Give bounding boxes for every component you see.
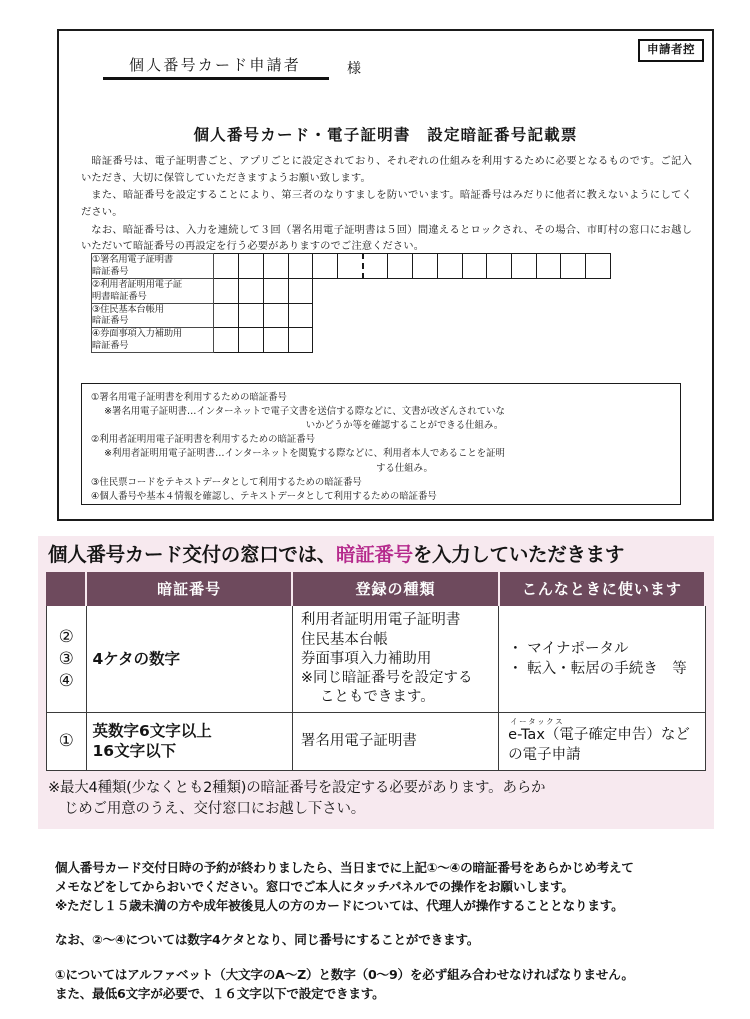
pin-input-cell[interactable] [561,254,586,279]
usage-row-registration: 署名用電子証明書 [292,713,498,771]
usage-section [38,536,714,829]
intro-paragraph-2: また、暗証番号を設定することにより、第三者のなりすましを防いでいます。暗証番号はみだりに他者に教えないようにしてください。 [81,189,692,219]
intro-paragraph-1: 暗証番号は、電子証明書ごと、アプリごとに設定されており、それぞれの仕組みを利用するために必要となるものです。ご記入いただき、大切に保管していただきますようお願い致します。 [81,155,692,184]
usage-row-numbers: ② ③ ④ [47,606,87,713]
pin-note-1: ①署名用電子証明書を利用するための暗証番号 [91,392,287,403]
pin-input-cell[interactable] [487,254,512,279]
pin-empty-spacer [437,303,462,328]
applicant-honorific: 様 [347,61,361,77]
bottom-p3-line1: ①についてはアルファベット（大文字のA～Z）と数字（0～9）を必ず組み合わせなければなりません。 [55,966,634,982]
pin-empty-spacer [388,328,413,353]
pin-empty-spacer [586,303,611,328]
usage-header-number [47,573,87,606]
pin-note-3: ③住民票コードをテキストデータとして利用するための暗証番号 [91,476,362,488]
pin-empty-spacer [388,303,413,328]
pin-input-cell[interactable] [462,254,487,279]
pin-empty-spacer [536,328,561,353]
pin-input-cell[interactable] [511,254,536,279]
pin-row [92,254,611,279]
pin-input-cell[interactable] [214,278,239,303]
pin-input-cell[interactable] [239,278,264,303]
usage-table [46,572,706,771]
pin-input-cell[interactable] [363,254,388,279]
pin-entry-table-wrapper [91,253,611,353]
pin-empty-spacer [437,278,462,303]
pin-row [92,278,611,303]
pin-empty-spacer [313,278,338,303]
pin-input-cell[interactable] [239,254,264,279]
pin-empty-spacer [413,303,438,328]
pin-input-cell[interactable] [263,328,288,353]
pin-empty-spacer [363,328,388,353]
usage-table-row [47,606,706,713]
pin-empty-spacer [511,303,536,328]
pin-input-cell[interactable] [239,303,264,328]
pin-input-cell[interactable] [263,254,288,279]
pin-empty-spacer [487,328,512,353]
usage-note-line-1: ※最大4種類(少なくとも2種類)の暗証番号を設定する必要があります。あらか [48,780,546,797]
pin-input-cell[interactable] [288,303,313,328]
pin-input-cell[interactable] [288,328,313,353]
pin-input-cell[interactable] [239,328,264,353]
pin-empty-spacer [487,303,512,328]
pin-input-cell[interactable] [413,254,438,279]
pin-empty-spacer [337,278,362,303]
pin-empty-spacer [487,278,512,303]
pin-empty-spacer [462,278,487,303]
pin-empty-spacer [586,278,611,303]
usage-row-when-used: イータックス e-Tax（電子確定申告）など の電子申請 [499,713,705,771]
application-form-card [57,29,714,521]
pin-input-cell[interactable] [214,303,239,328]
bottom-p1-line1: 個人番号カード交付日時の予約が終わりましたら、当日までに上記①～④の暗証番号をあらかじめ考えて [55,860,634,875]
pin-input-cell[interactable] [288,278,313,303]
pin-empty-spacer [536,303,561,328]
pin-empty-spacer [337,328,362,353]
usage-header-row [47,573,706,606]
pin-row-label: ④券面事項入力補助用 暗証番号 [92,328,214,353]
applicant-name-field[interactable]: 個人番号カード申請者 [103,54,329,80]
pin-empty-spacer [313,303,338,328]
usage-row-pin-type: 4ケタの数字 [86,606,292,713]
pin-empty-spacer [561,328,586,353]
pin-empty-spacer [363,278,388,303]
etax-ruby-annotation: イータックス [510,717,565,727]
intro-paragraphs [81,153,692,256]
usage-header-registration: 登録の種類 [292,573,498,606]
pin-empty-spacer [511,278,536,303]
bottom-instructions [55,858,727,1003]
document-title: 個人番号カード・電子証明書 設定暗証番号記載票 [193,126,578,144]
pin-row [92,303,611,328]
usage-header-pin-type: 暗証番号 [86,573,292,606]
pin-empty-spacer [462,303,487,328]
pin-empty-spacer [413,328,438,353]
pin-input-cell[interactable] [288,254,313,279]
usage-heading-suffix: を入力していただきます [412,543,625,566]
pin-empty-spacer [561,303,586,328]
applicant-copy-stamp: 申請者控 [638,39,704,62]
pin-input-cell[interactable] [437,254,462,279]
usage-heading [48,544,706,566]
pin-input-cell[interactable] [586,254,611,279]
usage-note-line-2: じめご用意のうえ、交付窓口にお越し下さい。 [63,800,366,817]
bottom-spacer-1 [55,915,727,930]
pin-input-cell[interactable] [263,303,288,328]
bottom-spacer-2 [55,950,727,965]
applicant-name-line [103,54,361,80]
pin-input-cell[interactable] [313,254,338,279]
bottom-p2: なお、②～④については数字4ケタとなり、同じ番号にすることができます。 [55,932,480,948]
pin-entry-table [91,253,611,353]
pin-empty-spacer [337,303,362,328]
pin-note-1-sub2: いかどうか等を確認することができる仕組み。 [305,420,504,432]
usage-table-body [47,606,706,771]
usage-heading-highlight: 暗証番号 [336,543,413,566]
pin-input-cell[interactable] [536,254,561,279]
pin-empty-spacer [313,328,338,353]
pin-input-cell[interactable] [214,254,239,279]
pin-note-2-sub: ※利用者証明用電子証明書…インターネットを閲覧する際などに、利用者本人であることを証明 [104,448,505,460]
usage-row-numbers: ① [47,713,87,771]
bottom-p1-line2: メモなどをしてからおいでください。窓口でご本人にタッチパネルでの操作をお願いします。 [55,879,574,895]
pin-empty-spacer [462,328,487,353]
pin-empty-spacer [561,278,586,303]
usage-table-row [47,713,706,771]
usage-header-when-used: こんなときに使います [499,573,705,606]
pin-note-2-sub2: する仕組み。 [376,462,433,474]
usage-note [48,778,704,819]
pin-empty-spacer [586,328,611,353]
usage-row-pin-type: 英数字6文字以上 16文字以下 [86,713,292,771]
usage-row-when-used: ・ マイナポータル ・ 転入・転居の手続き 等 [499,606,705,713]
pin-input-cell[interactable] [388,254,413,279]
pin-empty-spacer [413,278,438,303]
usage-table-head [47,573,706,606]
pin-row-label: ③住民基本台帳用 暗証番号 [92,303,214,328]
bottom-p3-line2: また、最低6文字が必要で、１６文字以下で設定できます。 [55,985,385,1001]
usage-row-registration: 利用者証明用電子証明書 住民基本台帳 券面事項入力補助用 ※同じ暗証番号を設定する こともできます。 [292,606,498,713]
bottom-p1-line3: ※ただし１５歳未満の方や成年被後見人の方のカードについては、代理人が操作することとなります。 [55,898,624,914]
pin-input-cell[interactable] [337,254,362,279]
pin-empty-spacer [388,278,413,303]
intro-paragraph-3: なお、暗証番号は、入力を連続して３回（署名用電子証明書は５回）間違えるとロックされ、その場合、市町村の窓口にお越しいただいて暗証番号の再設定を行う必要がありますのでご注意ください。 [81,223,692,253]
pin-explanation-box [81,383,681,505]
pin-note-4: ④個人番号や基本４情報を確認し、テキストデータとして利用するための暗証番号 [91,490,437,502]
pin-note-2: ②利用者証明用電子証明書を利用するための暗証番号 [91,434,316,446]
pin-input-cell[interactable] [263,278,288,303]
pin-row-label: ①署名用電子証明書 暗証番号 [92,254,214,279]
pin-empty-spacer [437,328,462,353]
pin-row [92,328,611,353]
pin-empty-spacer [511,328,536,353]
pin-empty-spacer [536,278,561,303]
pin-note-1-sub: ※署名用電子証明書…インターネットで電子文書を送信する際などに、文書が改ざんされていな [104,406,505,418]
pin-row-label: ②利用者証明用電子証 明書暗証番号 [92,278,214,303]
pin-empty-spacer [363,303,388,328]
pin-input-cell[interactable] [214,328,239,353]
usage-heading-prefix: 個人番号カード交付の窓口では、 [48,543,337,566]
